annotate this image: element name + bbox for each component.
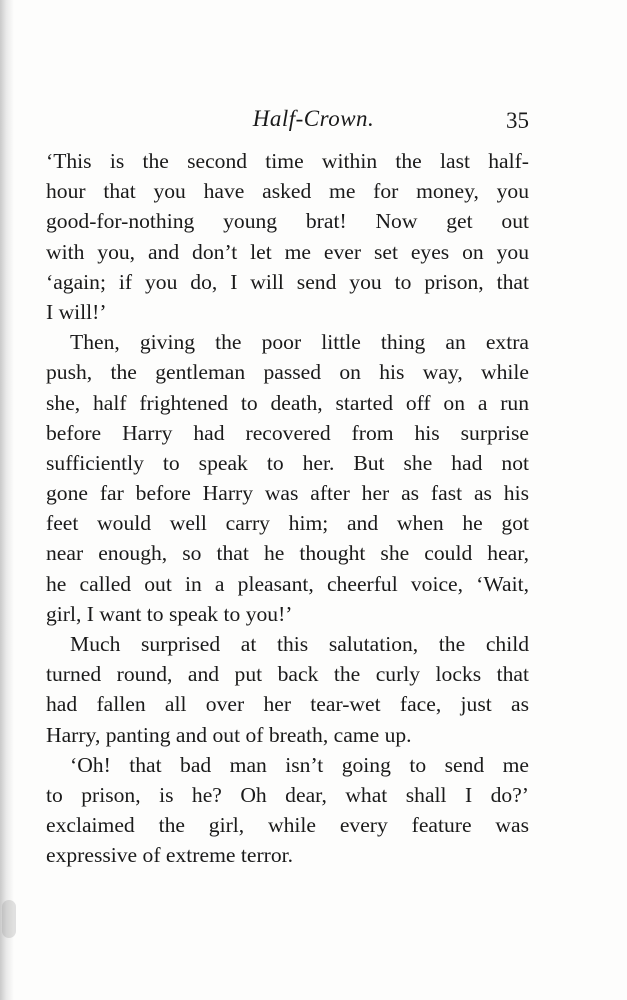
text-line: exclaimed the girl, while every feature was xyxy=(46,813,529,838)
running-head xyxy=(0,104,627,134)
text-line: I will!’ xyxy=(46,299,107,324)
text-line: turned round, and put back the curly locks that xyxy=(46,662,529,687)
text-line: good-for-nothing young brat! Now get out xyxy=(46,209,529,234)
page-smudge xyxy=(2,900,16,938)
text-line: had fallen all over her tear-wet face, just as xyxy=(46,692,529,717)
page-gutter-shadow xyxy=(0,0,14,1000)
text-line: ‘again; if you do, I will send you to prison, that xyxy=(46,269,529,294)
page-number: 35 xyxy=(506,108,529,133)
body-text xyxy=(46,146,529,871)
running-title: Half-Crown. xyxy=(252,106,375,131)
text-line: he called out in a pleasant, cheerful voice, ‘Wait, xyxy=(46,571,529,596)
text-line: girl, I want to speak to you!’ xyxy=(46,601,293,626)
text-line: Much surprised at this salutation, the child xyxy=(70,632,529,656)
text-line: sufficiently to speak to her. But she had not xyxy=(46,450,529,475)
text-line: before Harry had recovered from his surprise xyxy=(46,420,529,445)
text-line: to prison, is he? Oh dear, what shall I do?’ xyxy=(46,782,529,807)
text-line: ‘This is the second time within the last half- xyxy=(46,149,529,173)
text-line: Harry, panting and out of breath, came up. xyxy=(46,722,412,747)
text-line: hour that you have asked me for money, you xyxy=(46,179,529,204)
text-line: gone far before Harry was after her as fast as his xyxy=(46,481,529,506)
text-line: feet would well carry him; and when he got xyxy=(46,511,529,536)
text-line: with you, and don’t let me ever set eyes on you xyxy=(46,239,529,264)
text-line: ‘Oh! that bad man isn’t going to send me xyxy=(70,752,529,777)
text-line: Then, giving the poor little thing an extra xyxy=(70,330,529,355)
text-line: near enough, so that he thought she could hear, xyxy=(46,541,529,566)
text-line: push, the gentleman passed on his way, while xyxy=(46,360,529,385)
text-line: expressive of extreme terror. xyxy=(46,843,294,868)
text-line: she, half frightened to death, started off on a run xyxy=(46,390,529,415)
